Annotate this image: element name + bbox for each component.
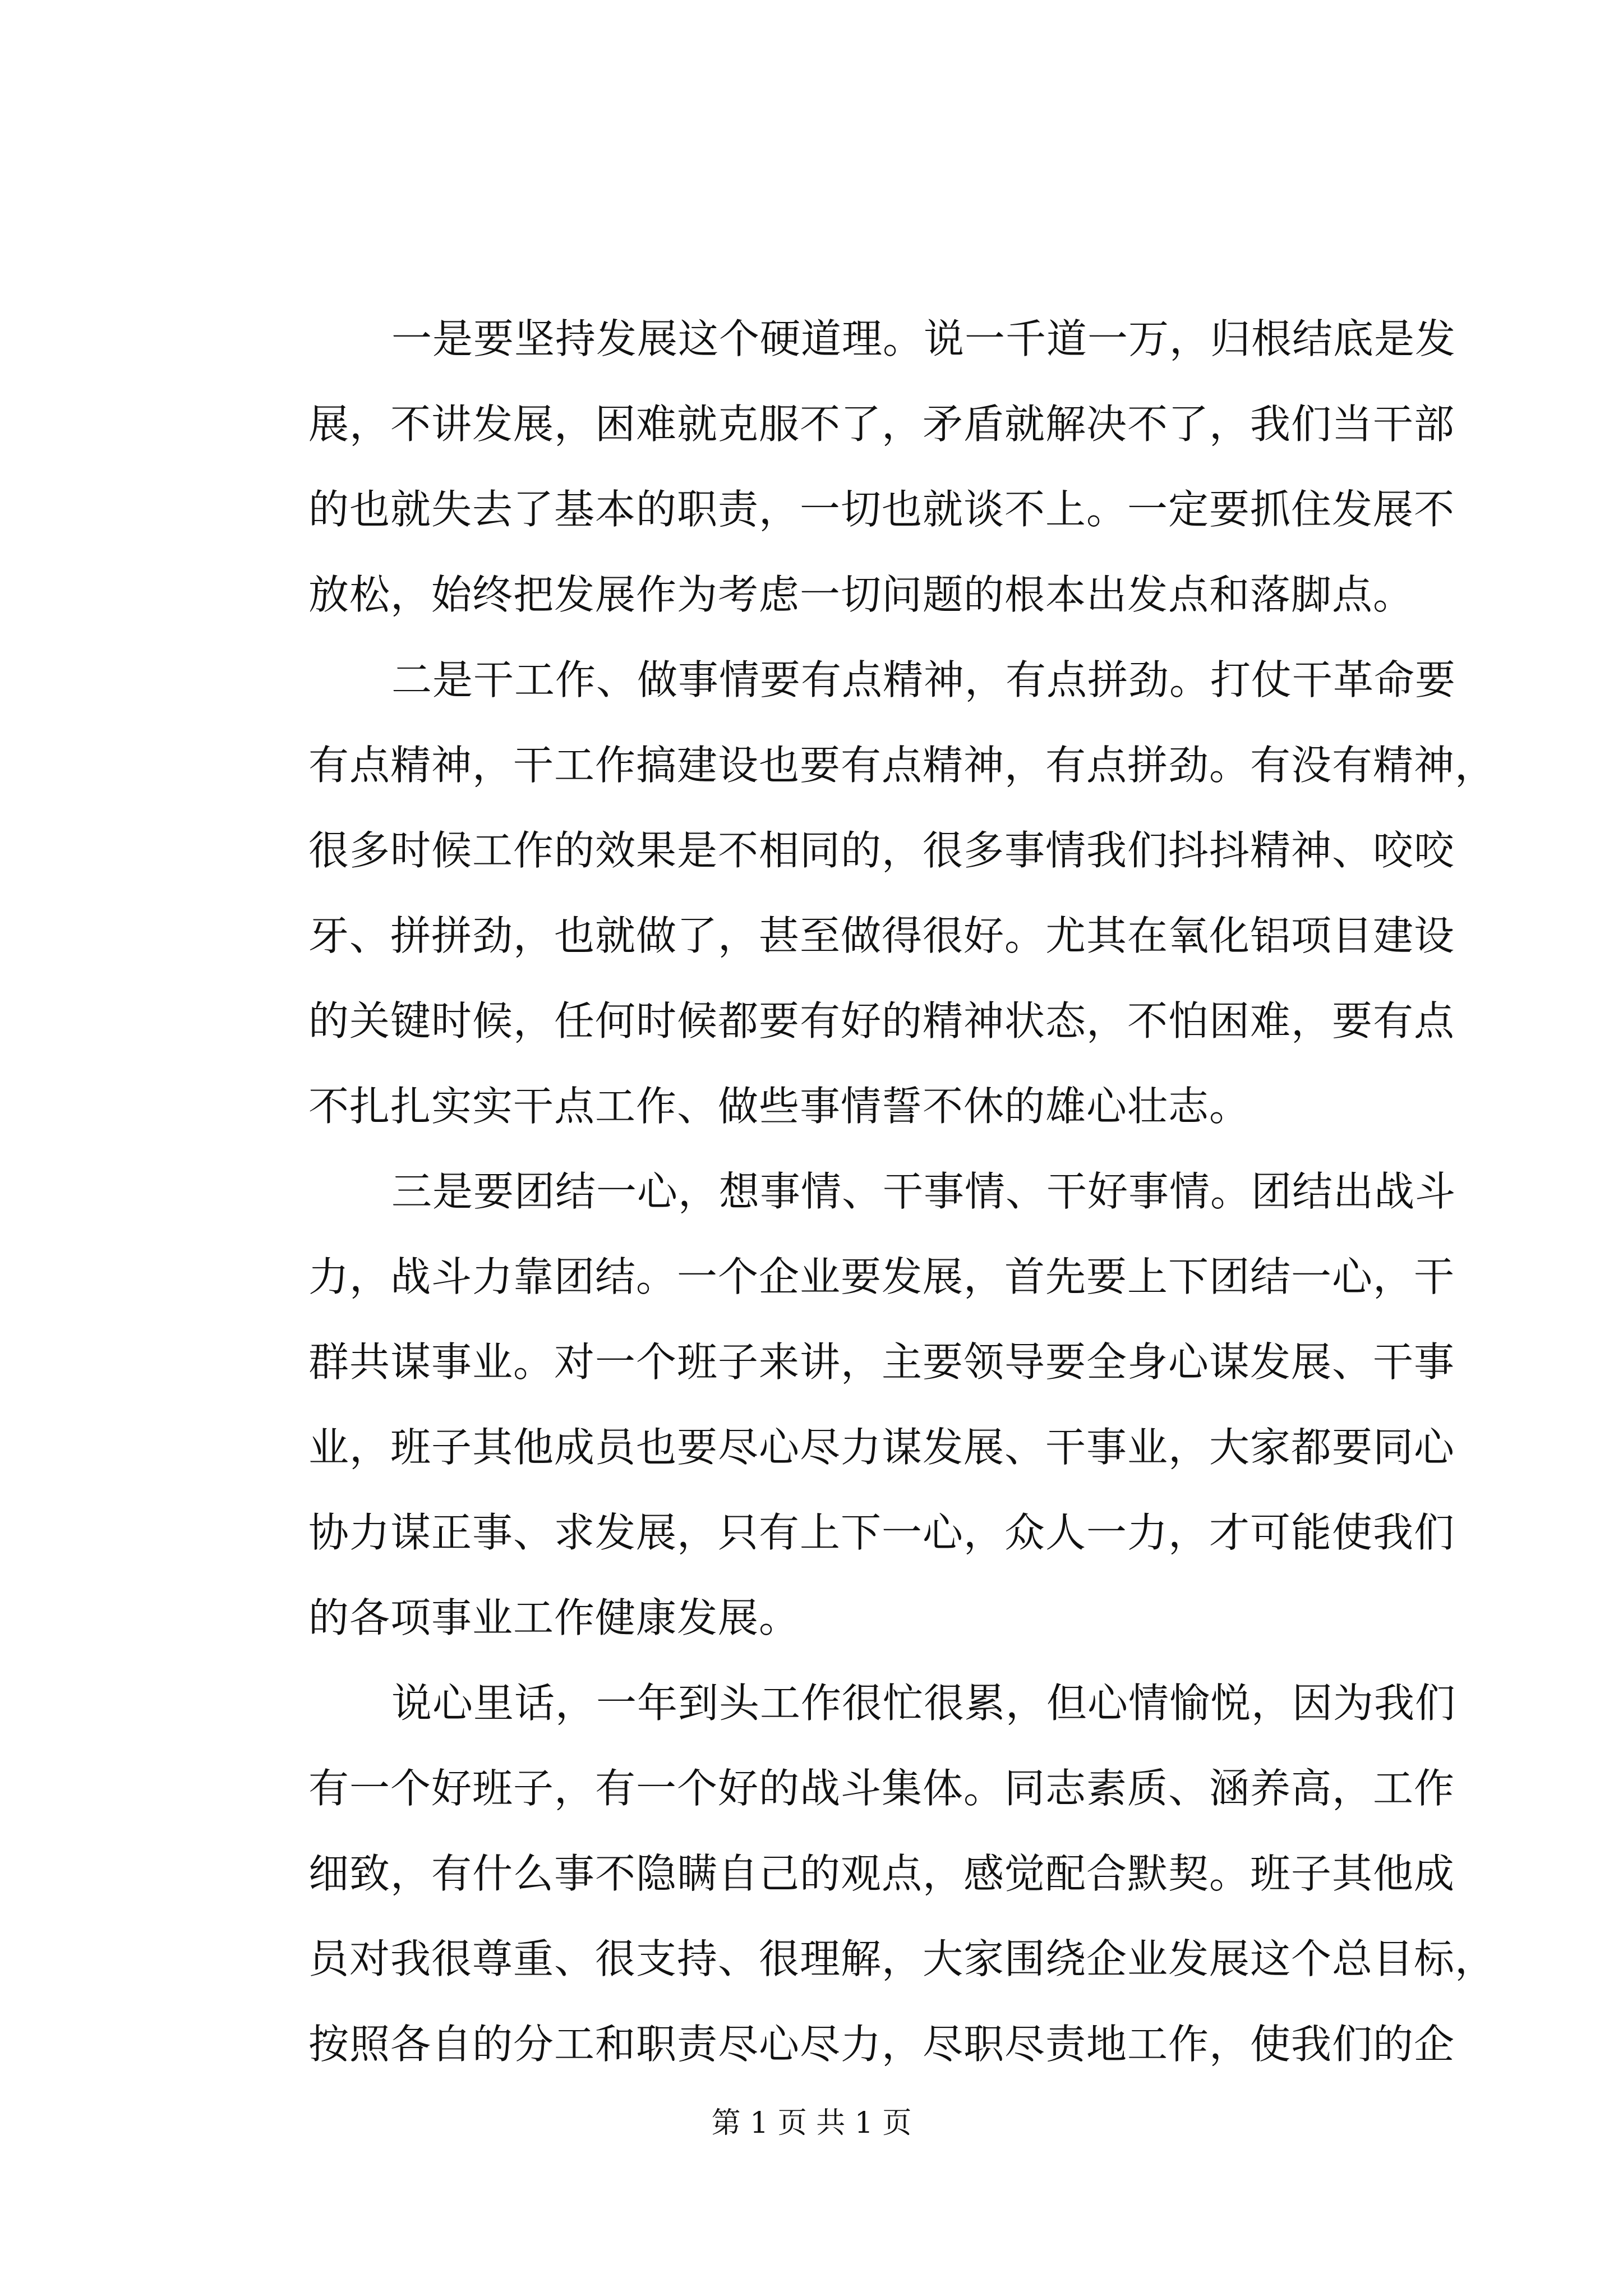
paragraph-1-line-3: 的也就失去了基本的职责，一切也就谈不上。一定要抓住发展不 — [308, 486, 1455, 533]
paragraph-1-line-4: 放松，始终把发展作为考虑一切问题的根本出发点和落脚点。 — [308, 571, 1414, 618]
paragraph-3-line-2: 力，战斗力靠团结。一个企业要发展，首先要上下团结一心，干 — [308, 1253, 1455, 1300]
document-body — [308, 296, 1496, 2087]
paragraph-2-line-4: 牙、拼拼劲，也就做了，甚至做得很好。尤其在氧化铝项目建设 — [308, 912, 1455, 959]
paragraph-3-line-5: 协力谋正事、求发展，只有上下一心，众人一力，才可能使我们 — [308, 1509, 1455, 1556]
paragraph-2-line-2: 有点精神，干工作搞建设也要有点精神，有点拼劲。有没有精神， — [308, 742, 1496, 789]
paragraph-4-line-4: 员对我很尊重、很支持、很理解，大家围绕企业发展这个总目标， — [308, 1935, 1496, 1982]
paragraph-2-line-6: 不扎扎实实干点工作、做些事情誓不休的雄心壮志。 — [308, 1083, 1251, 1130]
paragraph-2-line-5: 的关键时候，任何时候都要有好的精神状态，不怕困难，要有点 — [308, 997, 1455, 1045]
paragraph-2-line-3: 很多时候工作的效果是不相同的，很多事情我们抖抖精神、咬咬 — [308, 827, 1455, 874]
page-footer: 第 1 页 共 1 页 — [711, 2106, 912, 2140]
paragraph-3-line-1: 三是要团结一心，想事情、干事情、干好事情。团结出战斗 — [391, 1168, 1456, 1215]
paragraph-2-line-1: 二是干工作、做事情要有点精神，有点拼劲。打仗干革命要 — [391, 656, 1456, 703]
paragraph-3-line-4: 业，班子其他成员也要尽心尽力谋发展、干事业，大家都要同心 — [308, 1424, 1455, 1471]
paragraph-4-line-5: 按照各自的分工和职责尽心尽力，尽职尽责地工作，使我们的企 — [308, 2021, 1455, 2068]
paragraph-4-line-3: 细致，有什么事不隐瞒自己的观点，感觉配合默契。班子其他成 — [308, 1850, 1455, 1897]
paragraph-3-line-3: 群共谋事业。对一个班子来讲，主要领导要全身心谋发展、干事 — [308, 1338, 1455, 1386]
paragraph-3-line-6: 的各项事业工作健康发展。 — [308, 1594, 800, 1641]
paragraph-4-line-2: 有一个好班子，有一个好的战斗集体。同志素质、涵养高，工作 — [308, 1765, 1455, 1812]
paragraph-4-line-1: 说心里话，一年到头工作很忙很累，但心情愉悦，因为我们 — [391, 1680, 1456, 1727]
paragraph-1-line-1: 一是要坚持发展这个硬道理。说一千道一万，归根结底是发 — [391, 315, 1456, 362]
paragraph-1-line-2: 展，不讲发展，困难就克服不了，矛盾就解决不了，我们当干部 — [308, 401, 1455, 448]
